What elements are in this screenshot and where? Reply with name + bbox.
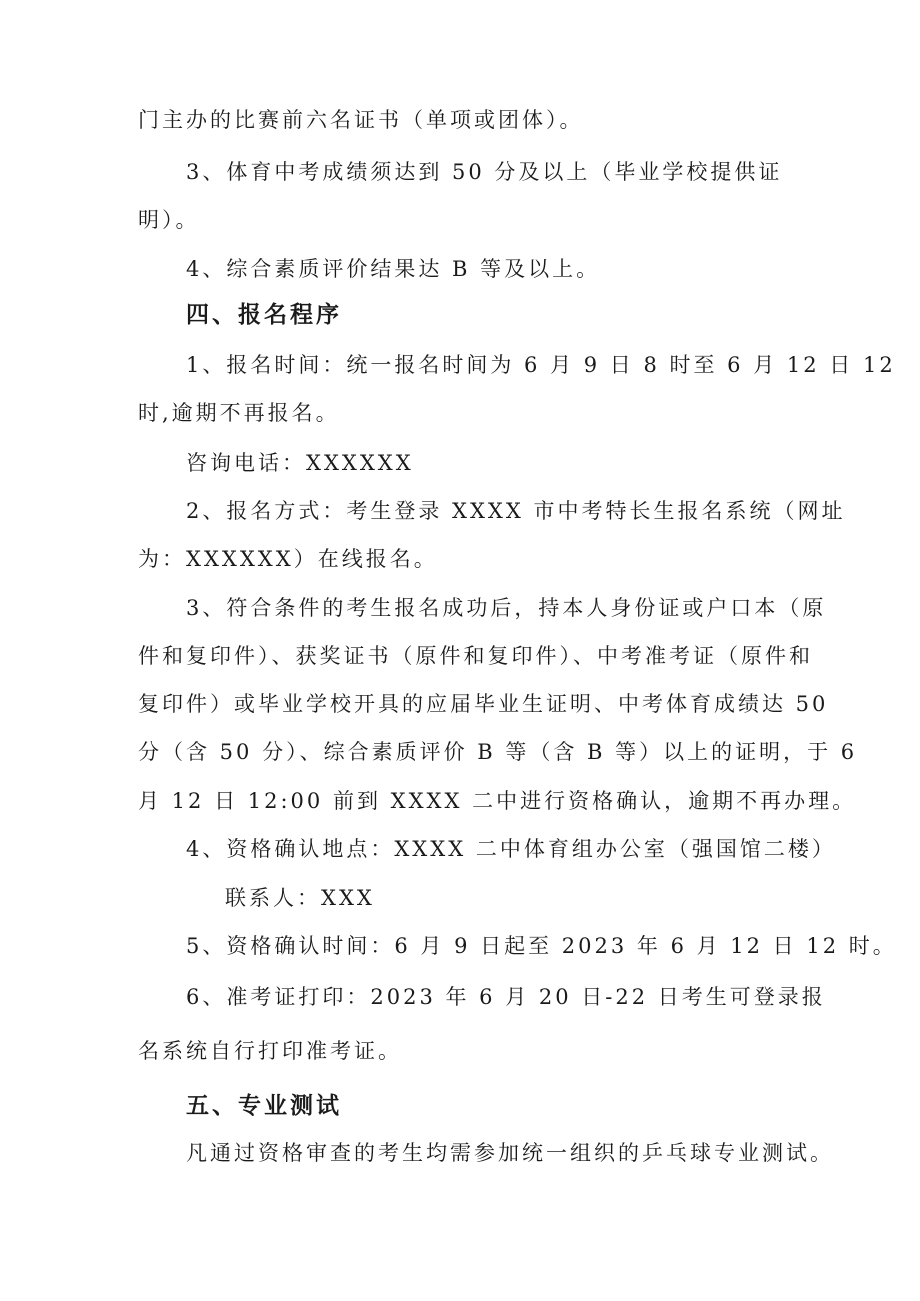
paragraph-line: 名系统自行打印准考证。 [138, 1039, 402, 1063]
paragraph-line: 时,逾期不再报名。 [138, 401, 340, 425]
paragraph-line: 6、准考证打印：2023 年 6 月 20 日-22 日考生可登录报 [186, 985, 826, 1009]
paragraph-line: 咨询电话：XXXXXX [186, 451, 414, 475]
paragraph-line: 3、符合条件的考生报名成功后，持本人身份证或户口本（原 [186, 596, 827, 620]
paragraph-line: 分（含 50 分）、综合素质评价 B 等（含 B 等）以上的证明，于 6 [138, 740, 858, 764]
paragraph-line: 明）。 [138, 208, 200, 232]
paragraph-line: 4、综合素质评价结果达 B 等及以上。 [186, 257, 601, 281]
paragraph-line: 5、资格确认时间：6 月 9 日起至 2023 年 6 月 12 日 12 时。 [186, 934, 897, 958]
section-heading: 四、报名程序 [186, 302, 342, 328]
paragraph-line: 1、报名时间：统一报名时间为 6 月 9 日 8 时至 6 月 12 日 12 [186, 353, 896, 377]
paragraph-line: 联系人：XXX [225, 886, 375, 910]
section-heading: 五、专业测试 [186, 1093, 342, 1119]
paragraph-line: 复印件）或毕业学校开具的应届毕业生证明、中考体育成绩达 50 [138, 692, 829, 716]
paragraph-line: 件和复印件）、获奖证书（原件和复印件）、中考准考证（原件和 [138, 644, 813, 668]
paragraph-line: 凡通过资格审查的考生均需参加统一组织的乒乓球专业测试。 [186, 1141, 834, 1165]
paragraph-line: 为：XXXXXX）在线报名。 [138, 547, 438, 571]
paragraph-line: 月 12 日 12:00 前到 XXXX 二中进行资格确认，逾期不再办理。 [138, 789, 857, 813]
paragraph-line: 2、报名方式：考生登录 XXXX 市中考特长生报名系统（网址 [186, 499, 846, 523]
paragraph-line: 门主办的比赛前六名证书（单项或团体）。 [138, 108, 584, 132]
paragraph-line: 4、资格确认地点：XXXX 二中体育组办公室（强国馆二楼） [186, 837, 836, 861]
paragraph-line: 3、体育中考成绩须达到 50 分及以上（毕业学校提供证 [186, 160, 783, 184]
